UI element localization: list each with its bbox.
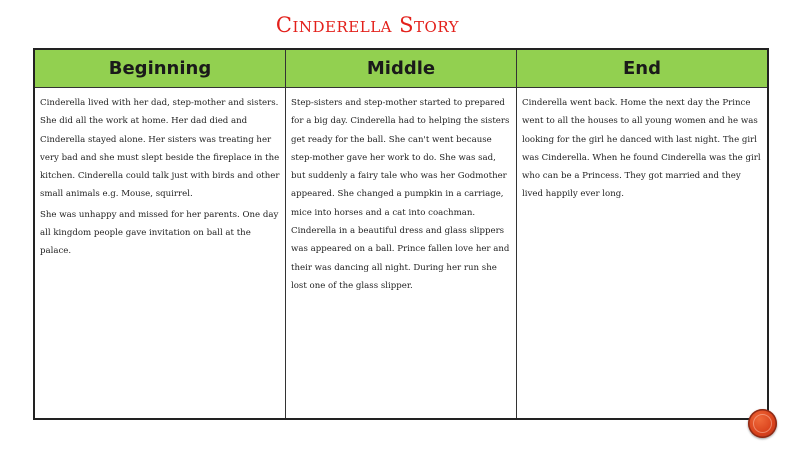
end-paragraph-1: Cinderella went back. Home the next day the Prince went to all the houses to all young women and he was looking for the girl he danced with last night. The girl was Cinderella. When he found Cinderella was the girl who can be a Princess. They got married and they lived happily ever long. xyxy=(522,98,761,200)
header-middle: Middle xyxy=(286,50,517,88)
story-table xyxy=(33,48,769,420)
slide-badge-icon xyxy=(748,409,777,438)
middle-paragraph-1: Step-sisters and step-mother started to prepared for a big day. Cinderella had to helping the sisters get ready for the ball. She can't went because step-mother gave her work to do. She was sad, but suddenly a fairy tale who was her Godmother appeared. She changed a pumpkin in a carriage, mice into horses and a cat into coachman. Cinderella in a beautiful dress and glass slippers was appeared on a ball. Prince fallen love her and their was dancing all night. During her run she lost one of the glass slipper. xyxy=(291,98,510,291)
header-beginning: Beginning xyxy=(35,50,286,88)
slide-title: Cinderella Story xyxy=(275,13,460,37)
cell-middle xyxy=(286,88,517,418)
beginning-paragraph-2: She was unhappy and missed for her parents. One day all kingdom people gave invitation on ball at the palace. xyxy=(40,209,279,257)
header-end: End xyxy=(517,50,767,88)
cell-end xyxy=(517,88,767,418)
cell-beginning xyxy=(35,88,286,418)
beginning-paragraph-1: Cinderella lived with her dad, step-mother and sisters. She did all the work at home. Her dad died and Cinderella stayed alone. Her sisters was treating her very bad and she must slept beside the fireplace in the kitchen. Cinderella could talk just with birds and other small animals e.g. Mouse, squirrel. xyxy=(40,98,280,200)
